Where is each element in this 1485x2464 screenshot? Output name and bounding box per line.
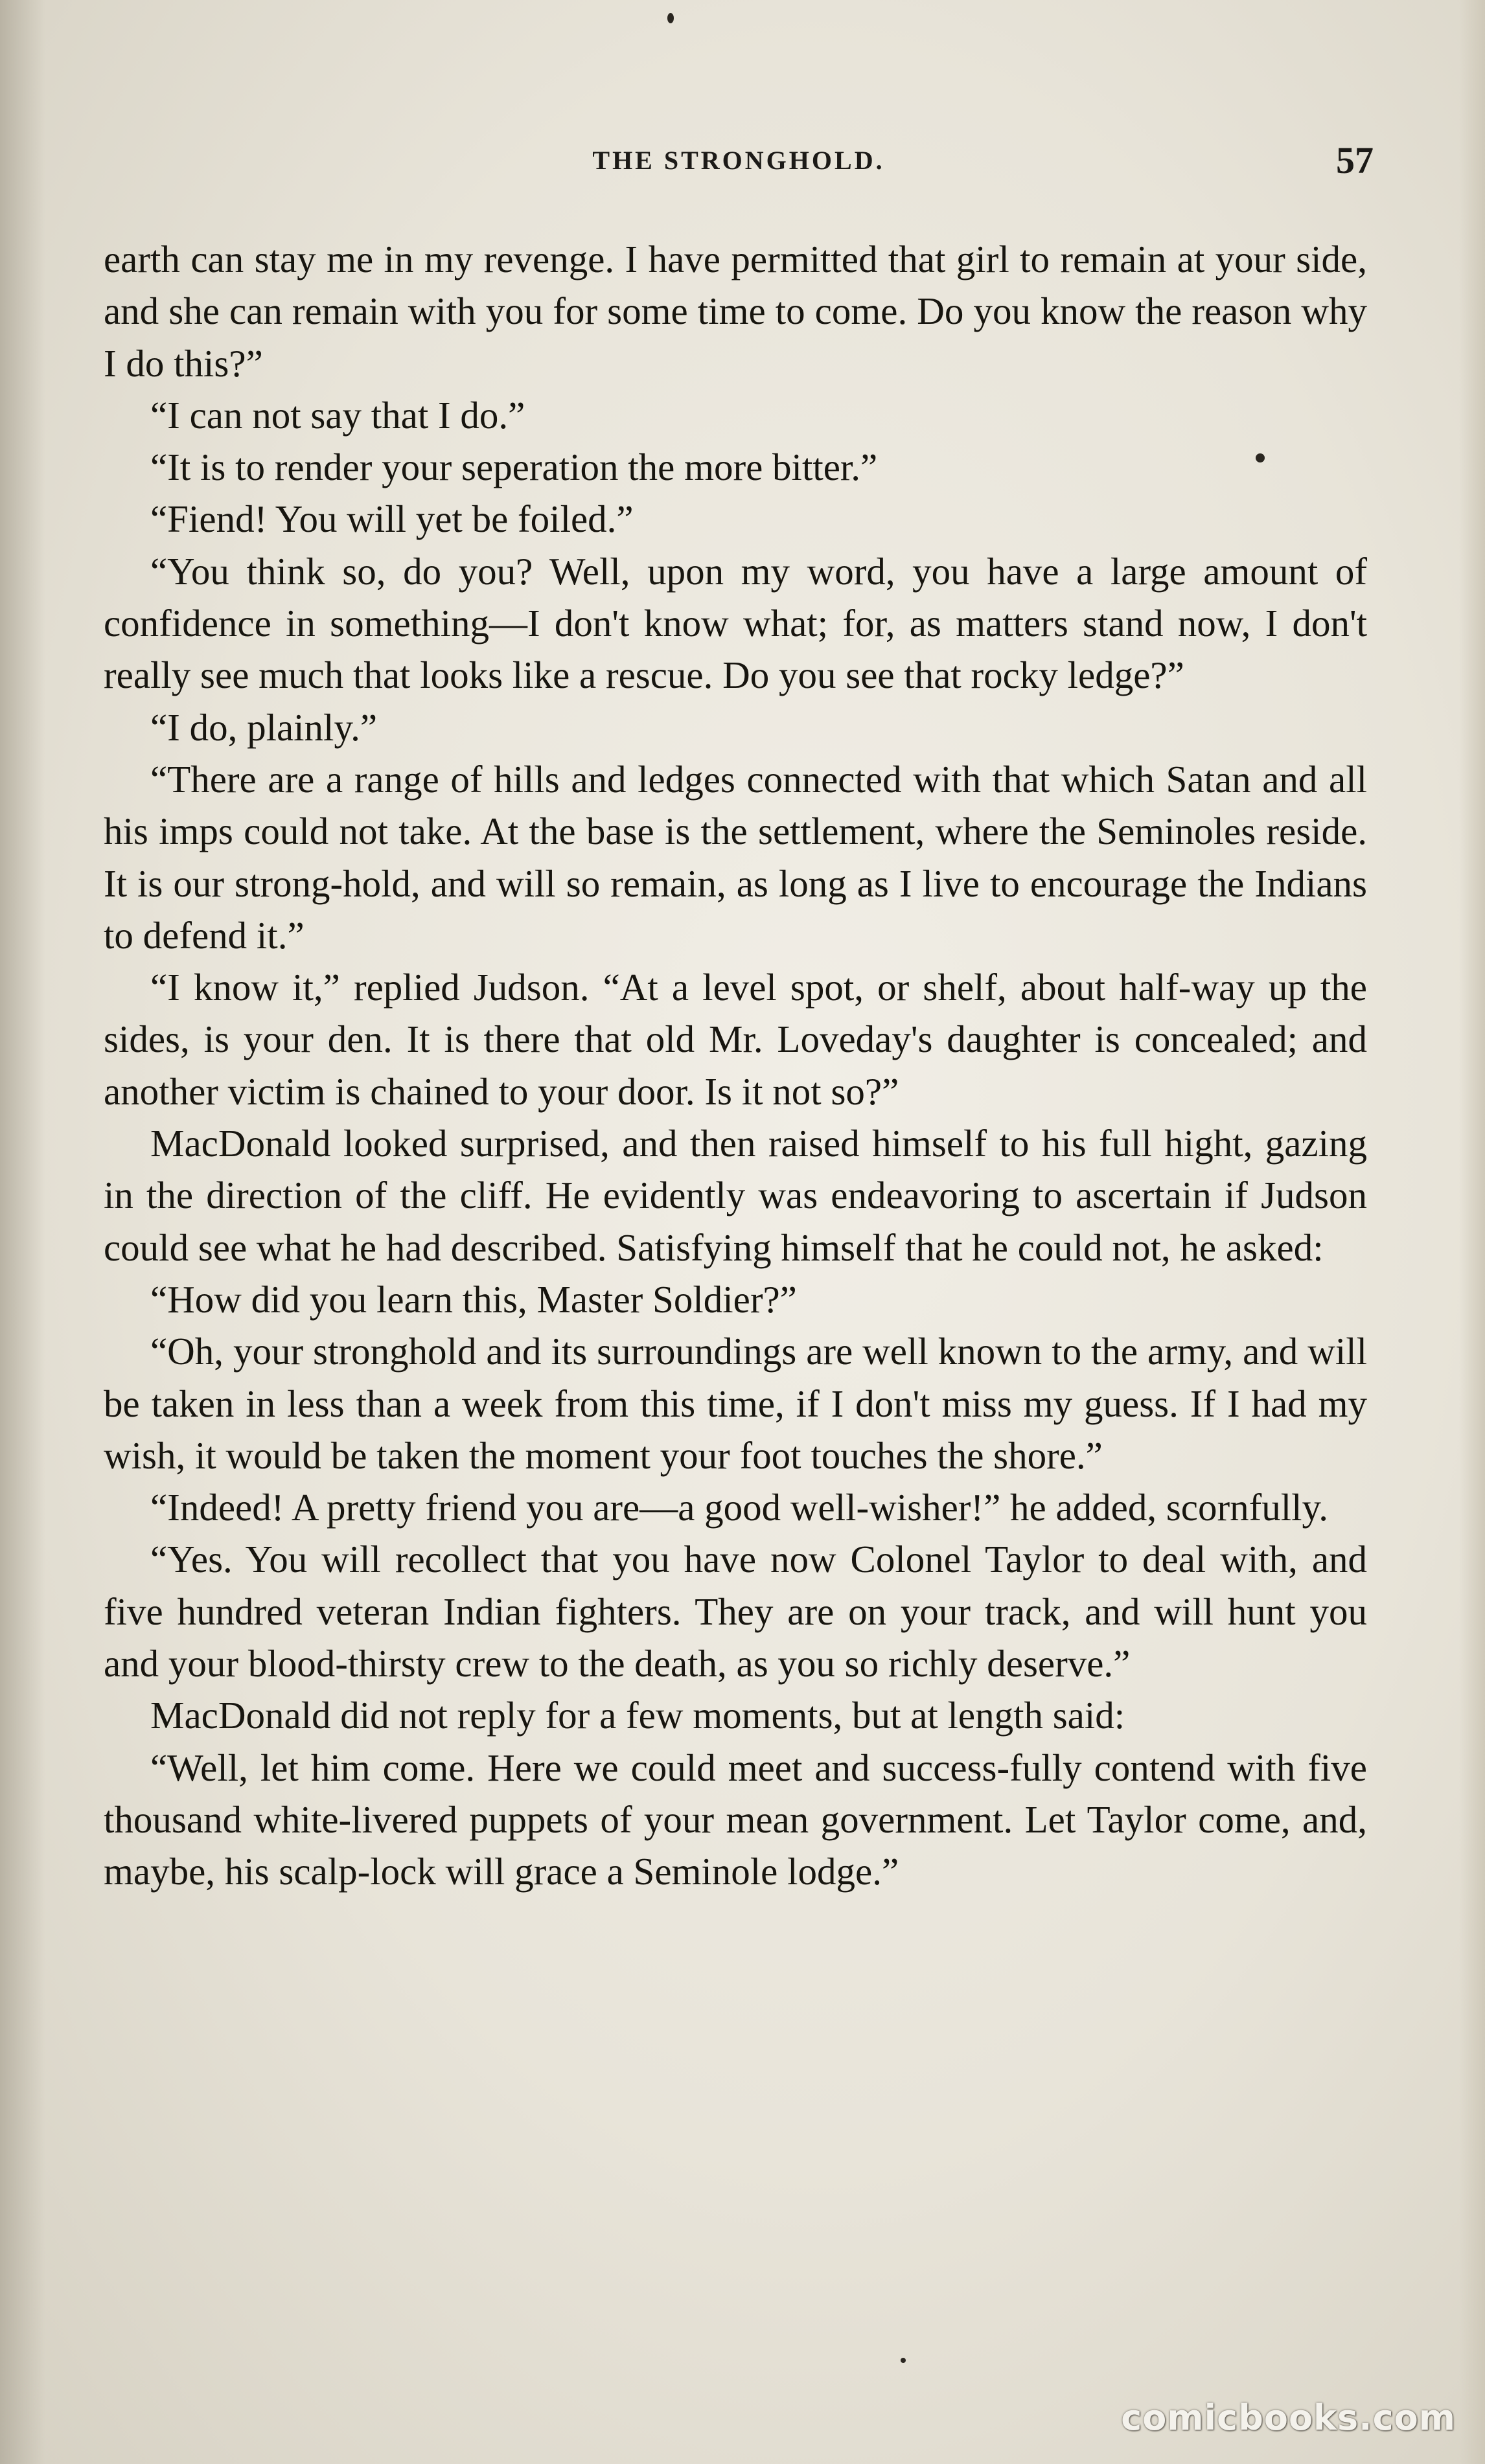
paragraph: “It is to render your seperation the more bitter.” — [150, 446, 878, 489]
paragraph: “How did you learn this, Master Soldier?” — [150, 1277, 797, 1321]
print-speck — [901, 2358, 906, 2363]
page-header — [104, 139, 1374, 184]
paragraph: “There are a range of hills and ledges connected with that which Satan and all his imps could not take. At the base is the settlement, where the Seminoles reside. It is our strong-hold, and will so remain, as long as I live to encourage the Indians to defend it.” — [104, 757, 1367, 957]
paragraph: “Fiend! You will yet be foiled.” — [150, 497, 634, 541]
paragraph: “You think so, do you? Well, upon my word, you have a large amount of confidence in something—I don't know what; for, as matters stand now, I don't really see much that looks like a rescue. Do you see that rocky ledge?” — [104, 549, 1367, 697]
paragraph: “I know it,” replied Judson. “At a level spot, or shelf, about half-way up the sides, is your den. It is there that old Mr. Loveday's daughter is concealed; and another victim is chained to your door. Is it not so?” — [104, 966, 1367, 1113]
paragraph: “I do, plainly.” — [150, 705, 378, 749]
paragraph: “Oh, your stronghold and its surroundings are well known to the army, and will be taken in less than a week from this time, if I don't miss my guess. If I had my wish, it would be taken the moment your foot touches the shore.” — [104, 1330, 1367, 1477]
paragraph: “Indeed! A pretty friend you are—a good well-wisher!” he added, scornfully. — [150, 1486, 1328, 1529]
page-gutter-shadow — [0, 0, 45, 2464]
running-head: THE STRONGHOLD. — [592, 146, 885, 175]
page-number: 57 — [1336, 139, 1374, 181]
paragraph: MacDonald did not reply for a few moments, but at length said: — [150, 1694, 1125, 1737]
paragraph: “Yes. You will recollect that you have now Colonel Taylor to deal with, and five hundred veteran Indian fighters. They are on your track, and will hunt you and your blood-thirsty crew to the death, as you so richly deserve.” — [104, 1538, 1367, 1685]
paragraph: “Well, let him come. Here we could meet and success-fully contend with five thousand white-livered puppets of your mean government. Let Taylor come, and, maybe, his scalp-lock will grace a Seminole lodge.” — [104, 1746, 1367, 1893]
watermark: comicbooks.com — [1121, 2397, 1456, 2438]
page-edge-shadow — [1459, 0, 1485, 2464]
print-speck — [667, 13, 674, 23]
body-text — [104, 233, 1367, 1898]
paragraph: earth can stay me in my revenge. I have permitted that girl to remain at your side, and she can remain with you for some time to come. Do you know the reason why I do this?” — [104, 238, 1367, 385]
print-speck — [1256, 453, 1265, 462]
paragraph: “I can not say that I do.” — [150, 393, 525, 437]
paragraph: MacDonald looked surprised, and then raised himself to his full hight, gazing in the direction of the cliff. He evidently was endeavoring to ascertain if Judson could see what he had described. Satisfying himself that he could not, he asked: — [104, 1122, 1367, 1269]
